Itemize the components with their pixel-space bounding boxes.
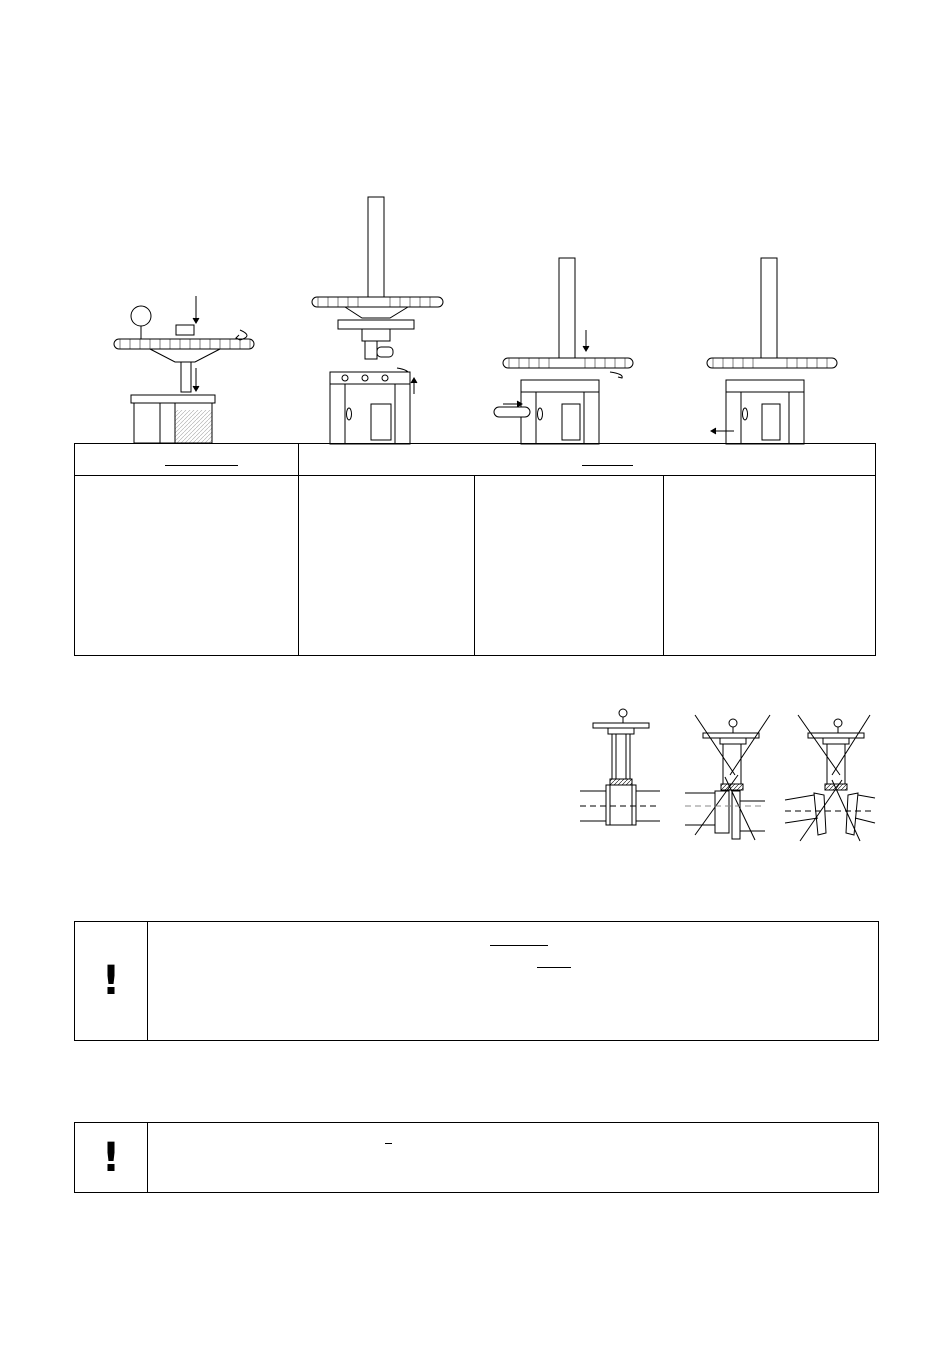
table-header-divider <box>74 475 876 476</box>
warning-1-underline-a <box>490 945 548 946</box>
handwheel-removal-step-4 <box>707 258 837 444</box>
valve-misaligned-bent-pipe <box>785 715 875 841</box>
valve-correct-alignment <box>580 709 660 825</box>
handwheel-figure <box>0 0 950 450</box>
valve-misaligned-angular <box>685 715 770 840</box>
warning-2-underline <box>385 1143 392 1144</box>
exclamation-icon: ! <box>101 1134 121 1181</box>
table-header-left <box>80 448 292 470</box>
table-header-right <box>304 448 870 470</box>
exclamation-icon: ! <box>101 958 121 1004</box>
warning-box-2-divider <box>147 1122 148 1193</box>
handwheel-removal-step-3 <box>494 258 633 444</box>
warning-1-underline-b <box>537 967 571 968</box>
table-col-divider-3 <box>663 475 664 656</box>
valve-alignment-figure <box>570 705 870 855</box>
warning-box-1 <box>74 921 879 1041</box>
table-col-divider-2 <box>474 475 475 656</box>
handwheel-removal-step-2 <box>312 197 443 444</box>
warning-box-1-divider <box>147 921 148 1041</box>
table-col-divider-1 <box>298 443 299 656</box>
handwheel-removal-step-1 <box>114 296 254 443</box>
warning-box-2 <box>74 1122 879 1193</box>
